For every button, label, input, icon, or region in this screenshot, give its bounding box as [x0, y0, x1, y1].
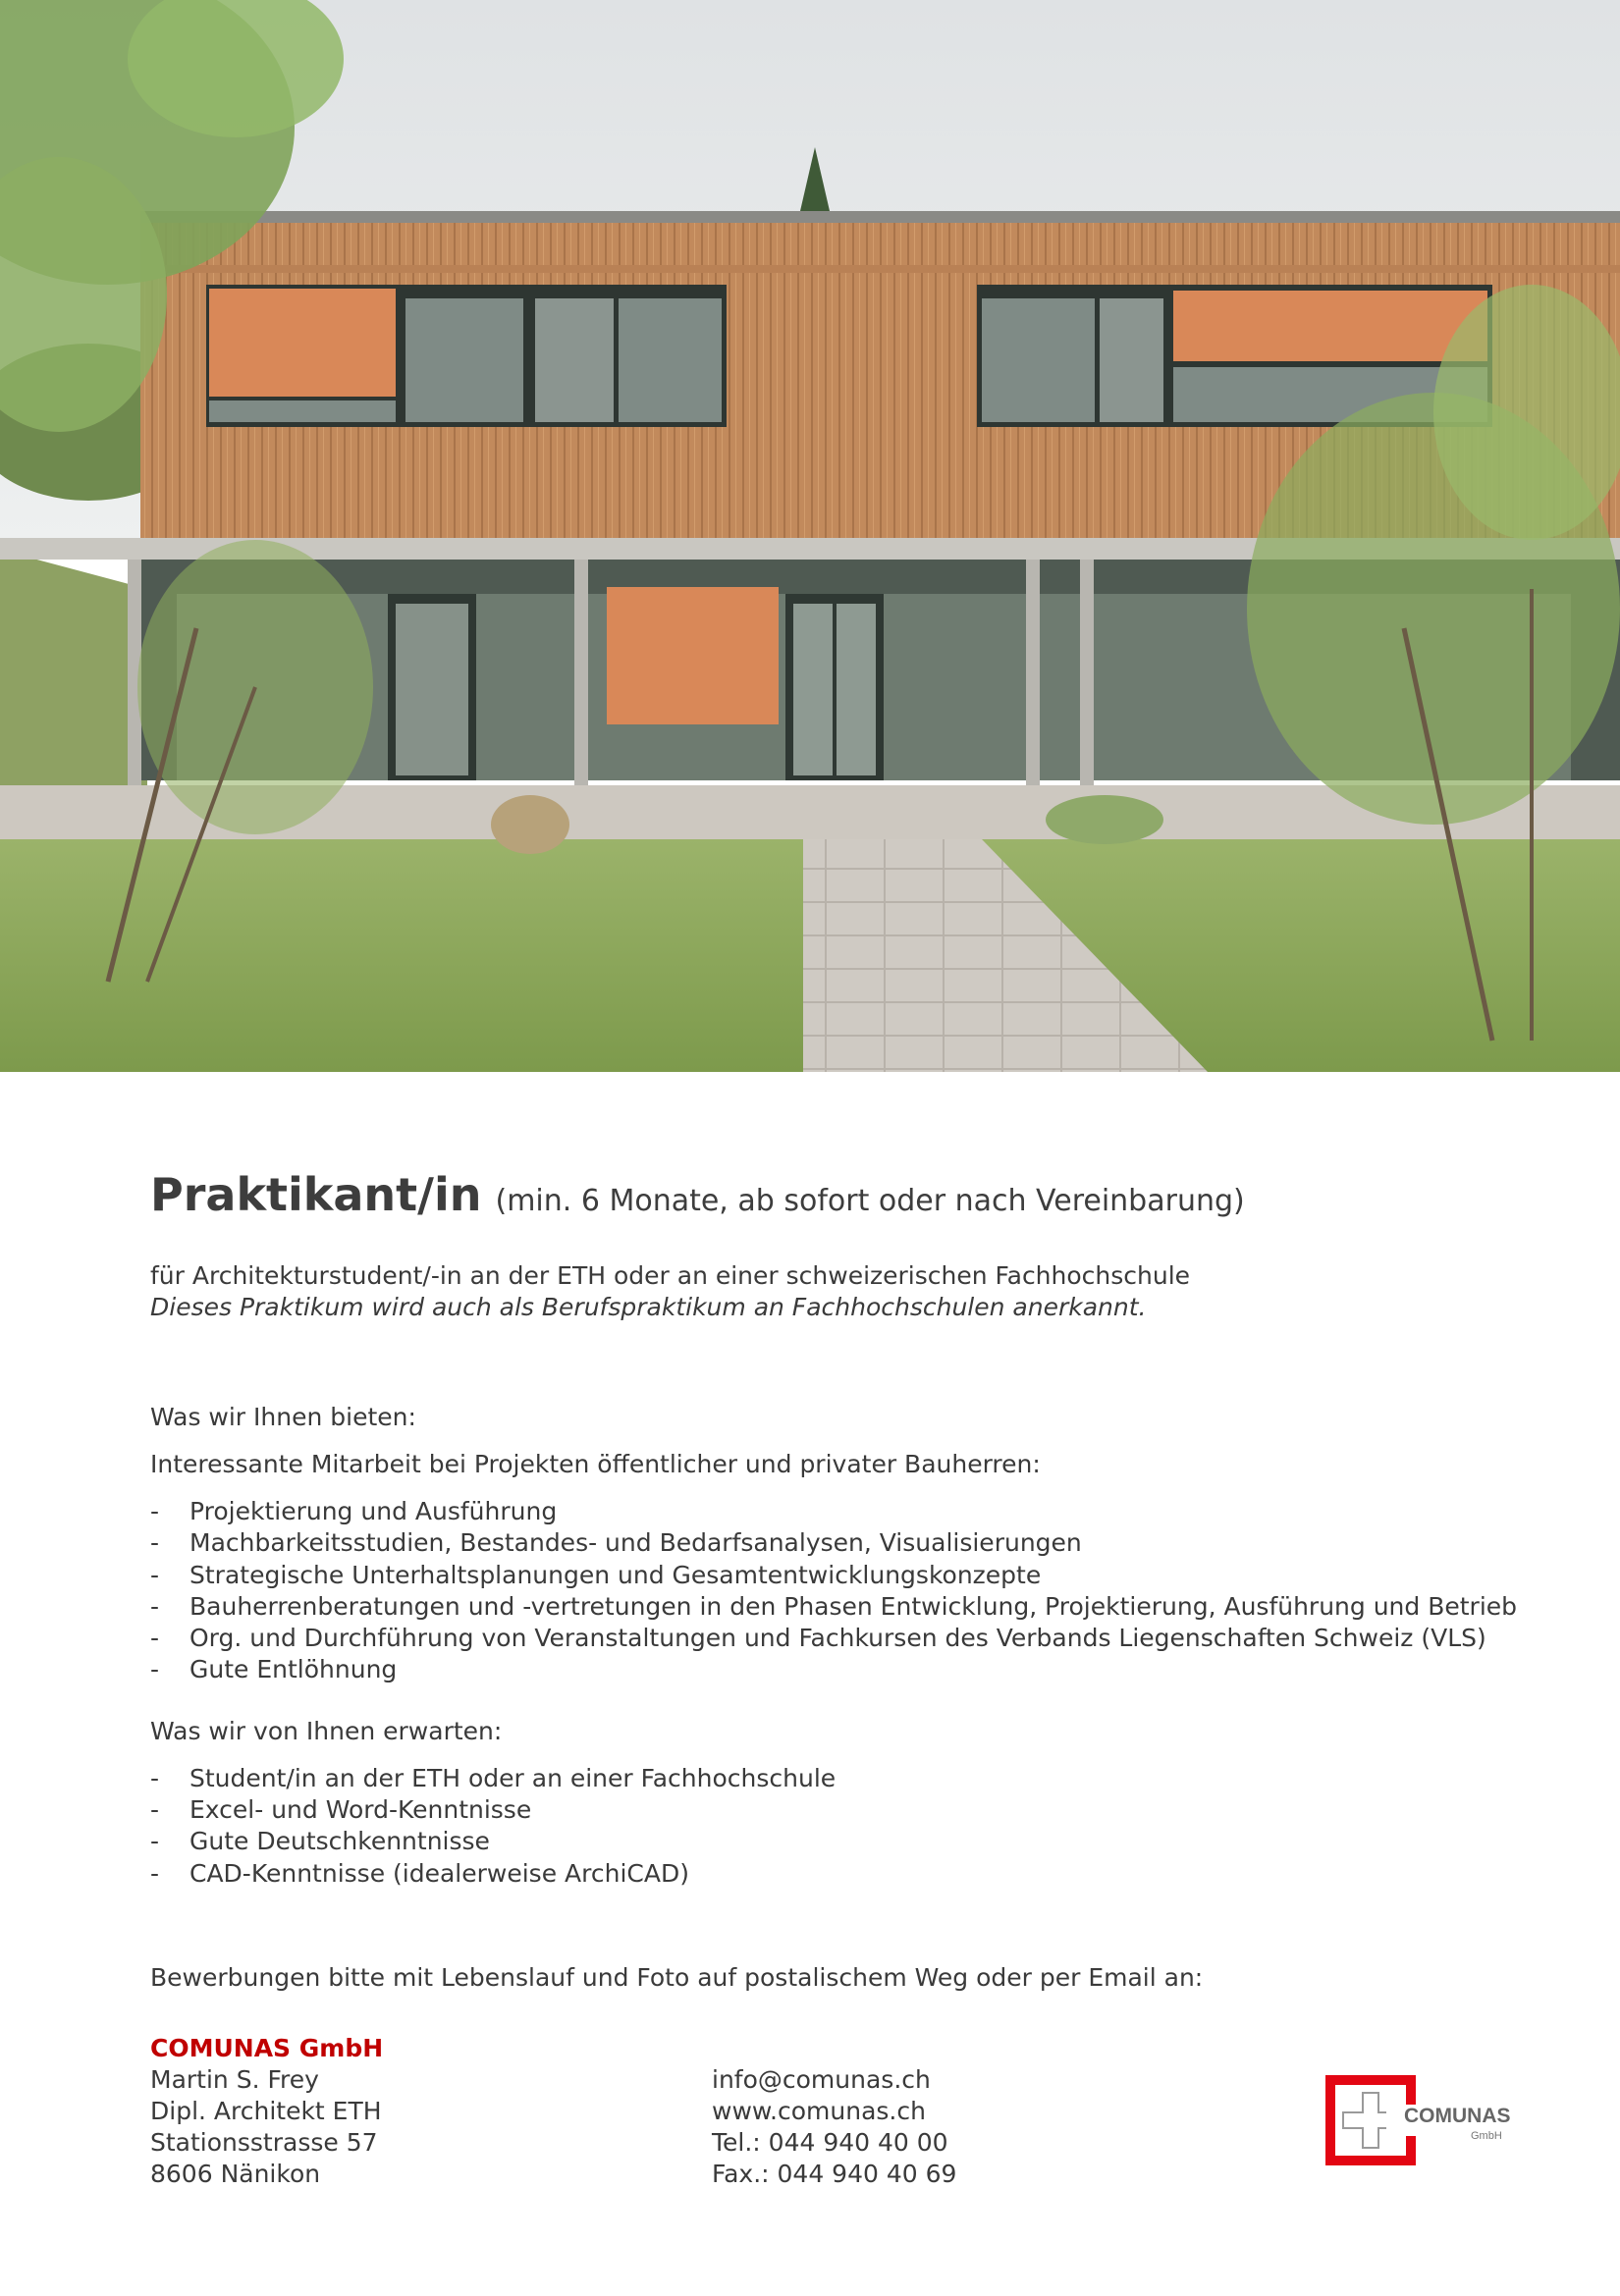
offer-list: [150, 1496, 1525, 1686]
list-item: [150, 1496, 1525, 1527]
contact-city: 8606 Nänikon: [150, 2159, 321, 2188]
hero-photo: [0, 0, 1620, 1072]
dash-bullet: -: [150, 1795, 160, 1825]
list-item: [150, 1560, 1525, 1591]
list-item-text: CAD-Kenntnisse (idealerweise ArchiCAD): [189, 1858, 689, 1888]
address-column: [150, 2033, 383, 2190]
comunas-logo: [1325, 2075, 1512, 2165]
recognition-note: Dieses Praktikum wird auch als Berufspraktikum an Fachhochschulen anerkannt.: [150, 1293, 1147, 1321]
list-item-text: Projektierung und Ausführung: [189, 1497, 558, 1525]
list-item-text: Student/in an der ETH oder an einer Fachhochschule: [189, 1763, 837, 1792]
dash-bullet: -: [150, 1528, 160, 1558]
list-item: [150, 1858, 1525, 1890]
contact-block: [150, 2033, 1525, 2190]
list-item: [150, 1591, 1525, 1623]
dash-bullet: -: [150, 1624, 160, 1653]
job-subtitle: (min. 6 Monate, ab sofort oder nach Vereinbarung): [495, 1184, 1245, 1218]
list-item: [150, 1794, 1525, 1826]
list-item-text: Strategische Unterhaltsplanungen und Gesamtentwicklungskonzepte: [189, 1560, 1042, 1589]
title-line: [150, 1168, 1525, 1231]
logo-suffix: GmbH: [1471, 2130, 1502, 2142]
list-item-text: Gute Entlöhnung: [189, 1655, 398, 1684]
website-link[interactable]: www.comunas.ch: [712, 2096, 926, 2125]
list-item-text: Bauherrenberatungen und -vertretungen in den Phasen Entwicklung, Projektierung, Ausführung und Betrieb: [189, 1591, 1518, 1621]
list-item: [150, 1826, 1525, 1857]
offer-heading: Was wir Ihnen bieten:: [150, 1403, 416, 1431]
list-item-text: Gute Deutschkenntnisse: [189, 1827, 490, 1856]
list-item-text: Excel- und Word-Kenntnisse: [189, 1795, 532, 1825]
target-audience: für Architekturstudent/-in an der ETH oder an einer schweizerischen Fachhochschule: [150, 1261, 1191, 1290]
fax-number: Fax.: 044 940 40 69: [712, 2159, 957, 2188]
dash-bullet: -: [150, 1560, 160, 1589]
contact-street: Stationsstrasse 57: [150, 2127, 378, 2157]
job-posting: [150, 1168, 1525, 2190]
swiss-cross-icon: [1325, 2075, 1416, 2165]
application-instructions: Bewerbungen bitte mit Lebenslauf und Foto auf postalischem Weg oder per Email an:: [150, 1962, 1204, 1992]
list-item: [150, 1527, 1525, 1559]
dash-bullet: -: [150, 1763, 160, 1792]
list-item: [150, 1623, 1525, 1654]
offer-intro: Interessante Mitarbeit bei Projekten öffentlicher und privater Bauherren:: [150, 1450, 1041, 1478]
job-title: Praktikant/in: [150, 1168, 482, 1221]
expect-heading: Was wir von Ihnen erwarten:: [150, 1716, 503, 1745]
dash-bullet: -: [150, 1827, 160, 1856]
dash-bullet: -: [150, 1858, 160, 1888]
contact-column: [712, 2064, 956, 2190]
contact-degree: Dipl. Architekt ETH: [150, 2096, 382, 2125]
dash-bullet: -: [150, 1497, 160, 1525]
logo-wordmark: COMUNAS: [1404, 2105, 1511, 2127]
dash-bullet: -: [150, 1655, 160, 1684]
dash-bullet: -: [150, 1591, 160, 1621]
phone-number: Tel.: 044 940 40 00: [712, 2127, 948, 2157]
contact-name: Martin S. Frey: [150, 2064, 319, 2094]
list-item-text: Machbarkeitsstudien, Bestandes- und Bedarfsanalysen, Visualisierungen: [189, 1528, 1082, 1558]
list-item: [150, 1763, 1525, 1794]
email-link[interactable]: info@comunas.ch: [712, 2064, 931, 2094]
list-item: [150, 1654, 1525, 1685]
list-item-text: Org. und Durchführung von Veranstaltungen und Fachkursen des Verbands Liegenschaften Schweiz (VLS): [189, 1624, 1486, 1653]
company-name: COMUNAS GmbH: [150, 2033, 384, 2062]
expect-list: [150, 1763, 1525, 1890]
